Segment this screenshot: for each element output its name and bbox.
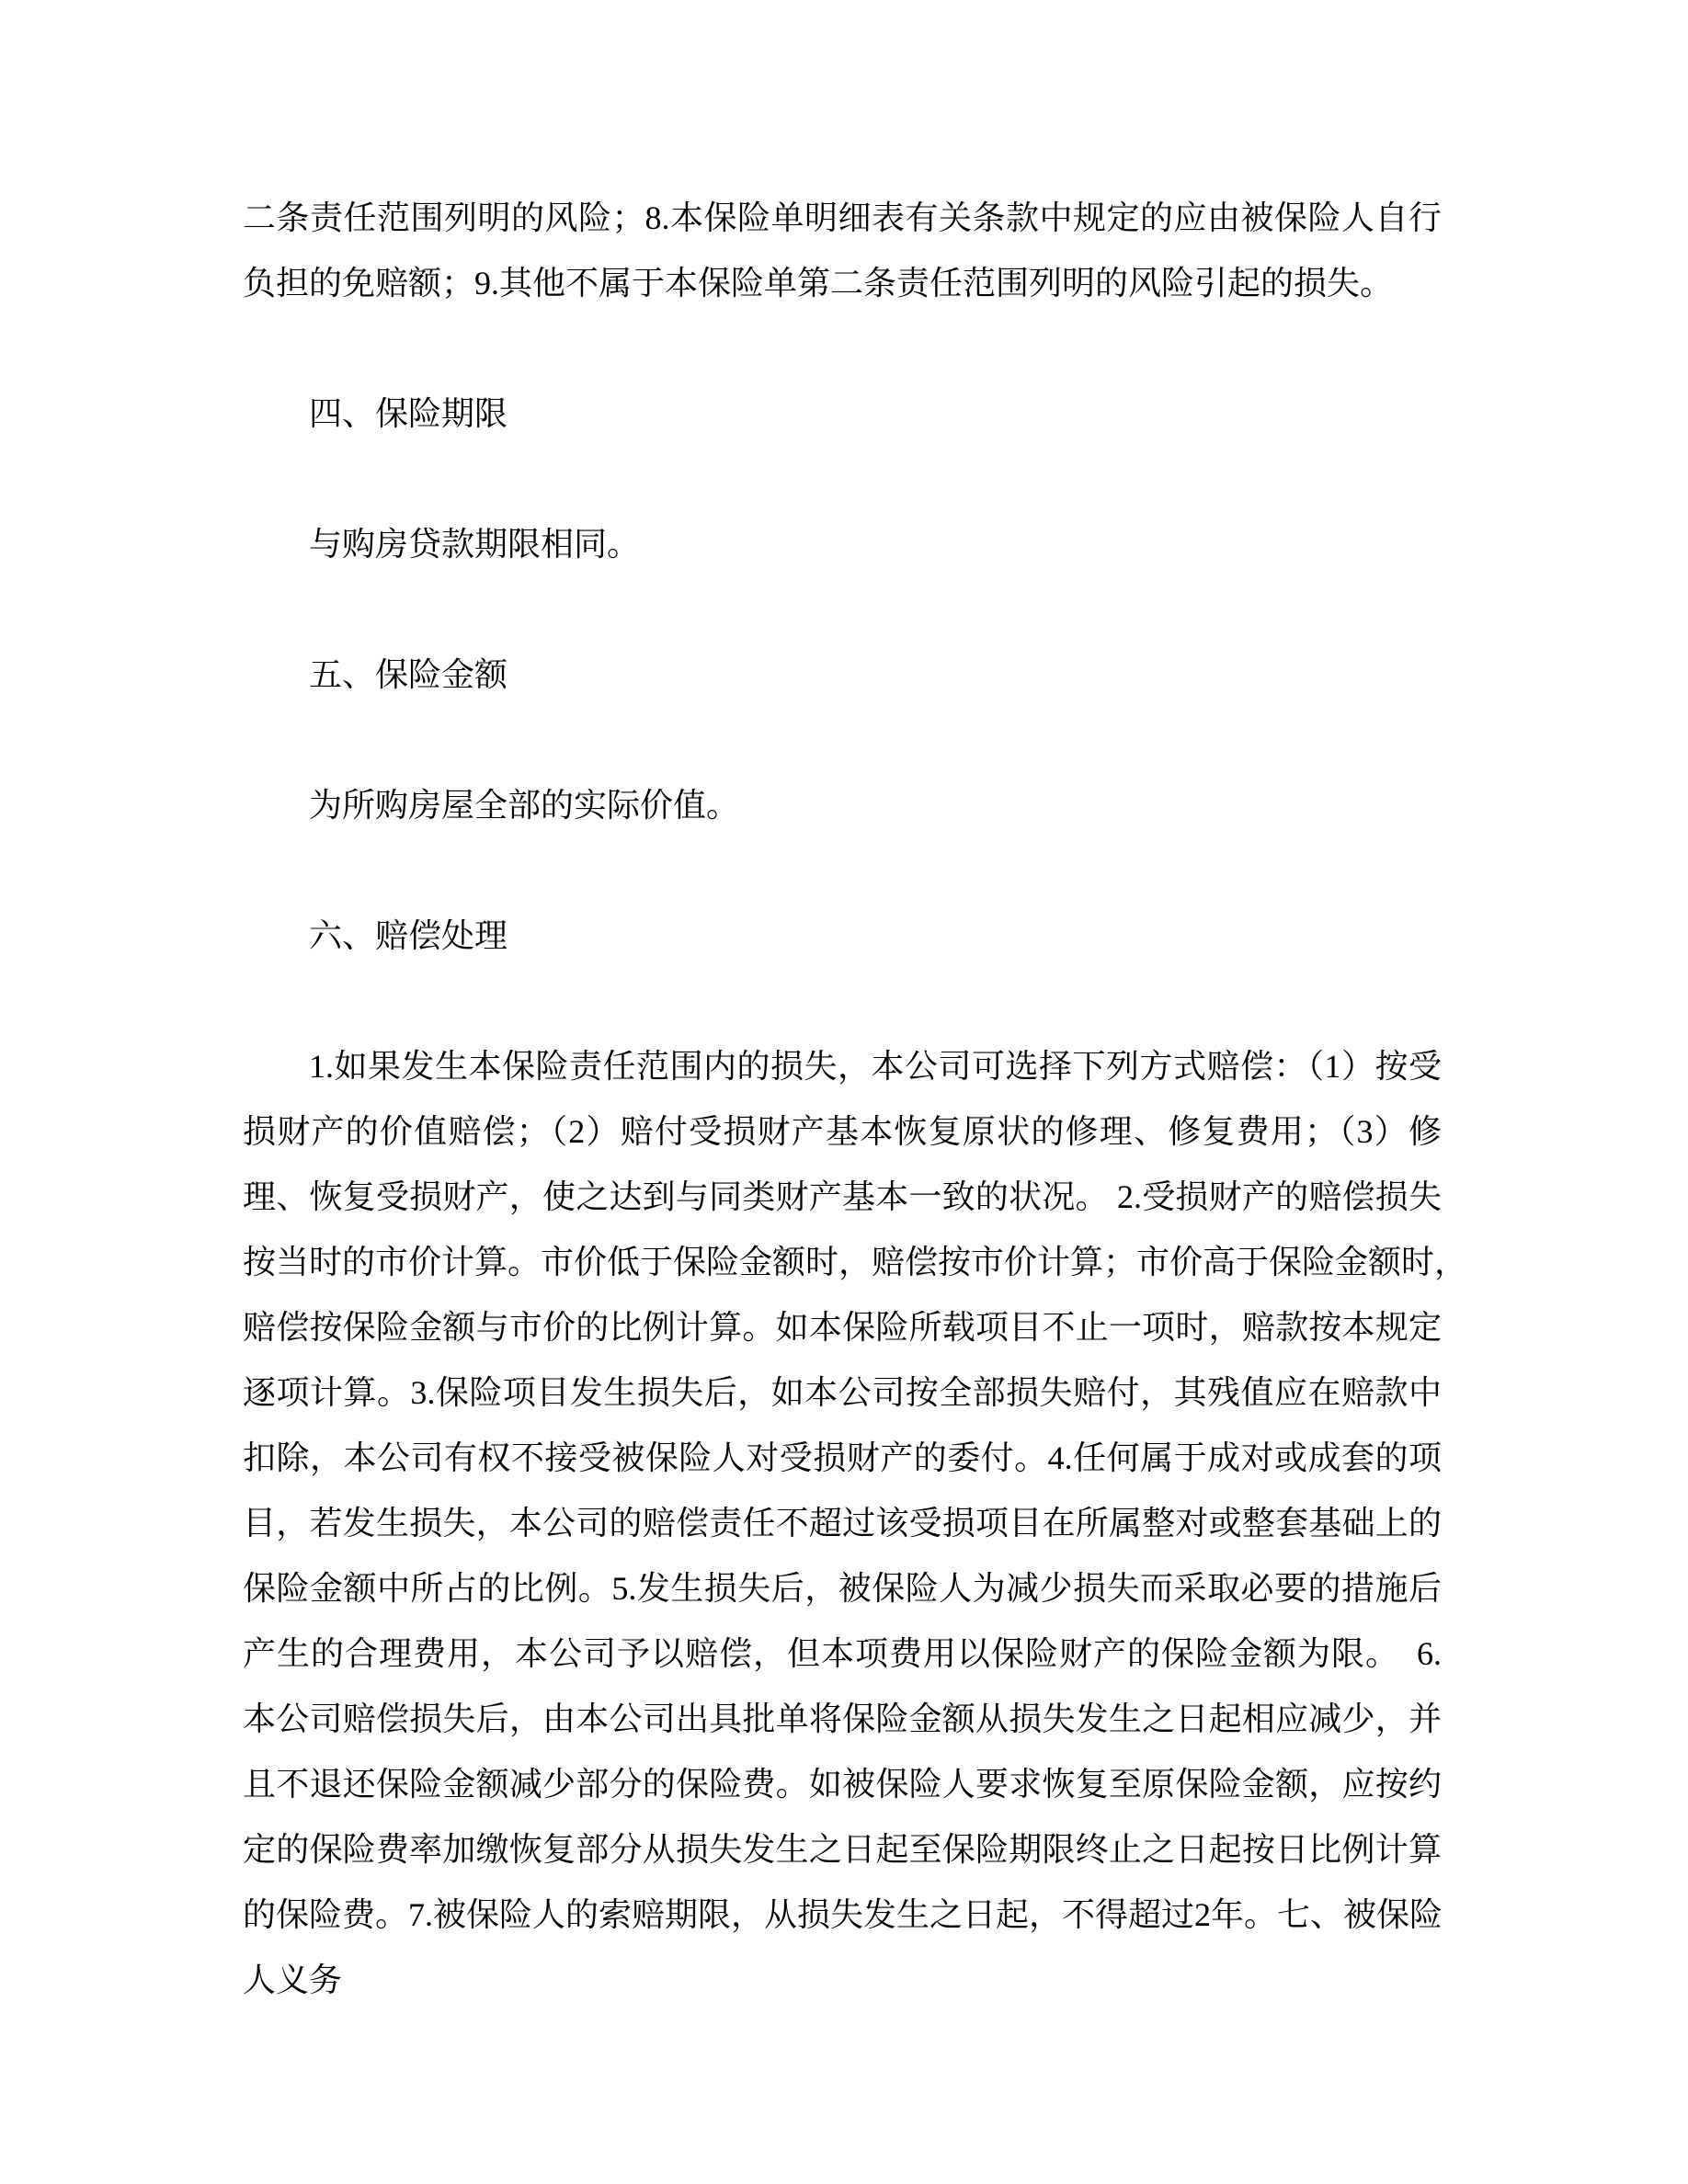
text-line: 产生的合理费用，本公司予以赔偿，但本项费用以保险财产的保险金额为限。 6.: [243, 1635, 1442, 1672]
text-line: 目，若发生损失，本公司的赔偿责任不超过该受损项目在所属整对或整套基础上的: [243, 1505, 1442, 1541]
text-line: 的保险费。7.被保险人的索赔期限，从损失发生之日起，不得超过2年。七、被保险: [243, 1896, 1443, 1933]
text-line: 定的保险费率加缴恢复部分从损失发生之日起至保险期限终止之日起按日比例计算: [243, 1831, 1442, 1868]
text-line: 六、赔偿处理: [309, 917, 508, 954]
text-line: 本公司赔偿损失后，由本公司出具批单将保险金额从损失发生之日起相应减少，并: [243, 1701, 1442, 1737]
paragraph: [243, 381, 1442, 447]
text-line: 人义务: [243, 1962, 343, 1998]
text-line: 为所购房屋全部的实际价值。: [309, 787, 740, 824]
document-body: [243, 186, 1468, 2013]
text-line: 保险金额中所占的比例。5.发生损失后，被保险人为减少损失而采取必要的措施后: [243, 1570, 1442, 1607]
paragraph: [243, 186, 1442, 316]
paragraph: [243, 512, 1442, 577]
text-line: 理、恢复受损财产，使之达到与同类财产基本一致的状况。 2.受损财产的赔偿损失: [243, 1178, 1442, 1215]
paragraph: [243, 643, 1442, 708]
text-line: 逐项计算。3.保险项目发生损失后，如本公司按全部损失赔付，其残值应在赔款中: [243, 1374, 1442, 1411]
text-line: 与购房贷款期限相同。: [309, 526, 641, 563]
text-line: 按当时的市价计算。市价低于保险金额时，赔偿按市价计算；市价高于保险金额时，: [243, 1244, 1468, 1280]
paragraph: [243, 1034, 1468, 2013]
text-line: 四、保险期限: [309, 395, 508, 432]
paragraph: [243, 773, 1442, 838]
text-line: 且不退还保险金额减少部分的保险费。如被保险人要求恢复至原保险金额，应按约: [243, 1766, 1442, 1803]
text-line: 1.如果发生本保险责任范围内的损失，本公司可选择下列方式赔偿：（1）按受: [309, 1048, 1442, 1085]
paragraph: [243, 904, 1442, 969]
text-line: 损财产的价值赔偿；（2）赔付受损财产基本恢复原状的修理、修复费用；（3）修: [243, 1113, 1442, 1150]
text-line: 五、保险金额: [309, 656, 508, 693]
text-line: 负担的免赔额；9.其他不属于本保险单第二条责任范围列明的风险引起的损失。: [243, 265, 1394, 301]
text-line: 扣除，本公司有权不接受被保险人对受损财产的委付。4.任何属于成对或成套的项: [243, 1439, 1442, 1476]
text-line: 二条责任范围列明的风险；8.本保险单明细表有关条款中规定的应由被保险人自行: [243, 199, 1442, 236]
text-line: 赔偿按保险金额与市价的比例计算。如本保险所载项目不止一项时，赔款按本规定: [243, 1309, 1442, 1346]
